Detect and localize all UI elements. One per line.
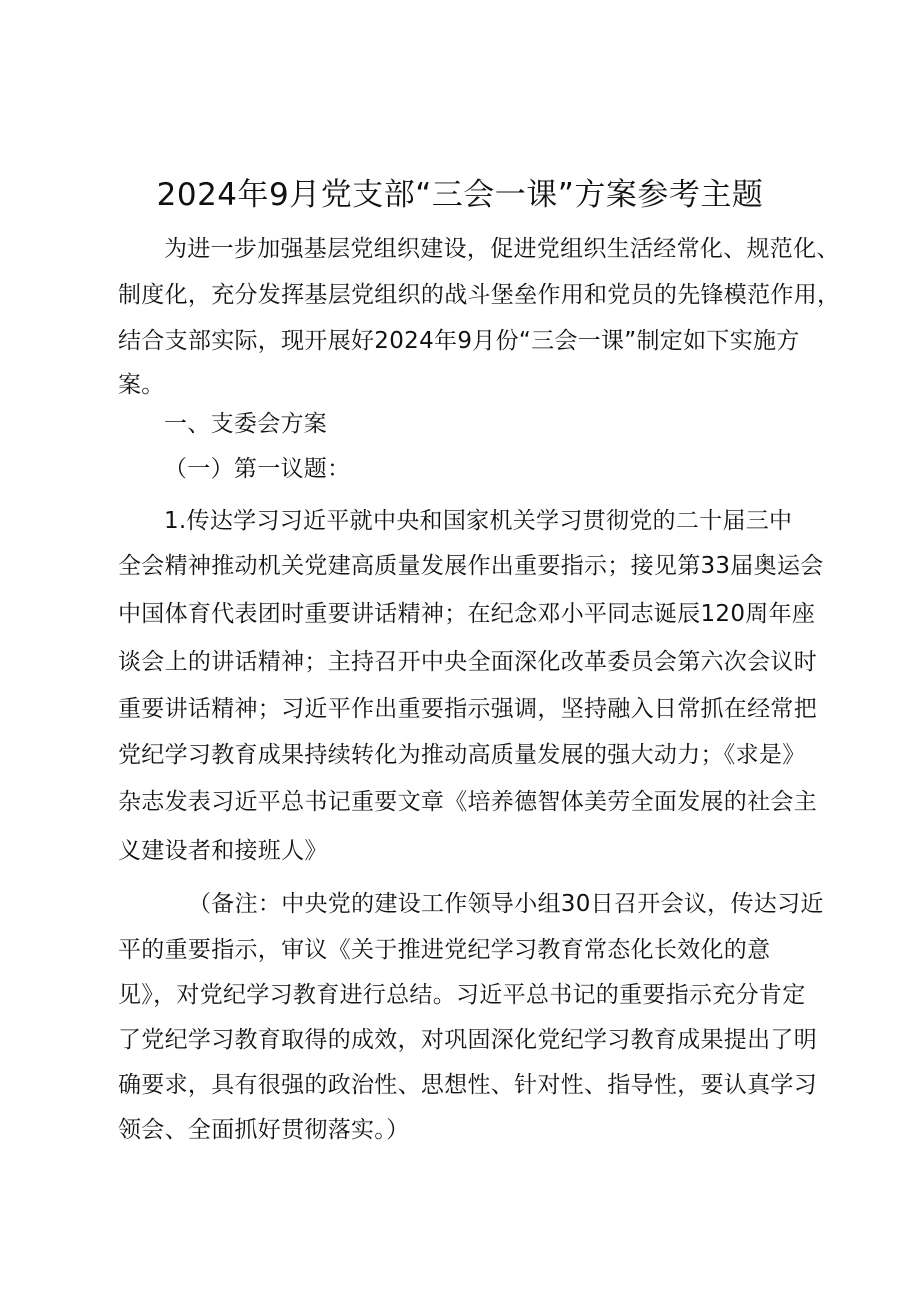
note-line: （备注：中央党的建设工作领导小组30日召开会议，传达习近 (188, 891, 824, 917)
intro-line: 案。 (118, 372, 165, 398)
note-line: 确要求，具有很强的政治性、思想性、针对性、指导性，要认真学习 (118, 1072, 817, 1098)
sub-heading: （一）第一议题： (164, 456, 351, 482)
item-line: 中国体育代表团时重要讲话精神；在纪念邓小平同志诞辰120周年座 (118, 601, 816, 627)
intro-line: 制度化，充分发挥基层党组织的战斗堡垒作用和党员的先锋模范作用， (118, 282, 841, 308)
intro-line: 为进一步加强基层党组织建设，促进党组织生活经常化、规范化、 (164, 236, 840, 262)
item-line: 1.传达学习习近平就中央和国家机关学习贯彻党的二十届三中 (164, 508, 793, 534)
document-title: 2024年9月党支部“三会一课”方案参考主题 (156, 177, 764, 213)
item-line: 谈会上的讲话精神；主持召开中央全面深化改革委员会第六次会议时 (118, 649, 817, 675)
item-line: 杂志发表习近平总书记重要文章《培养德智体美劳全面发展的社会主 (118, 789, 817, 815)
item-line: 重要讲话精神；习近平作出重要指示强调，坚持融入日常抓在经常把 (118, 696, 817, 722)
item-line: 党纪学习教育成果持续转化为推动高质量发展的强大动力；《求是》 (118, 742, 806, 768)
intro-line: 结合支部实际，现开展好2024年9月份“三会一课”制定如下实施方 (118, 328, 800, 354)
note-line: 见》，对党纪学习教育进行总结。习近平总书记的重要指示充分肯定 (118, 982, 806, 1008)
item-line: 全会精神推动机关党建高质量发展作出重要指示；接见第33届奥运会 (118, 553, 824, 579)
note-line: 平的重要指示，审议《关于推进党纪学习教育常态化长效化的意 (118, 937, 771, 963)
item-line: 义建设者和接班人》 (118, 838, 328, 864)
note-line: 领会、全面抓好贯彻落实。） (118, 1117, 410, 1143)
note-line: 了党纪学习教育取得的成效，对巩固深化党纪学习教育成果提出了明 (118, 1027, 817, 1053)
section-heading: 一、支委会方案 (164, 411, 328, 437)
